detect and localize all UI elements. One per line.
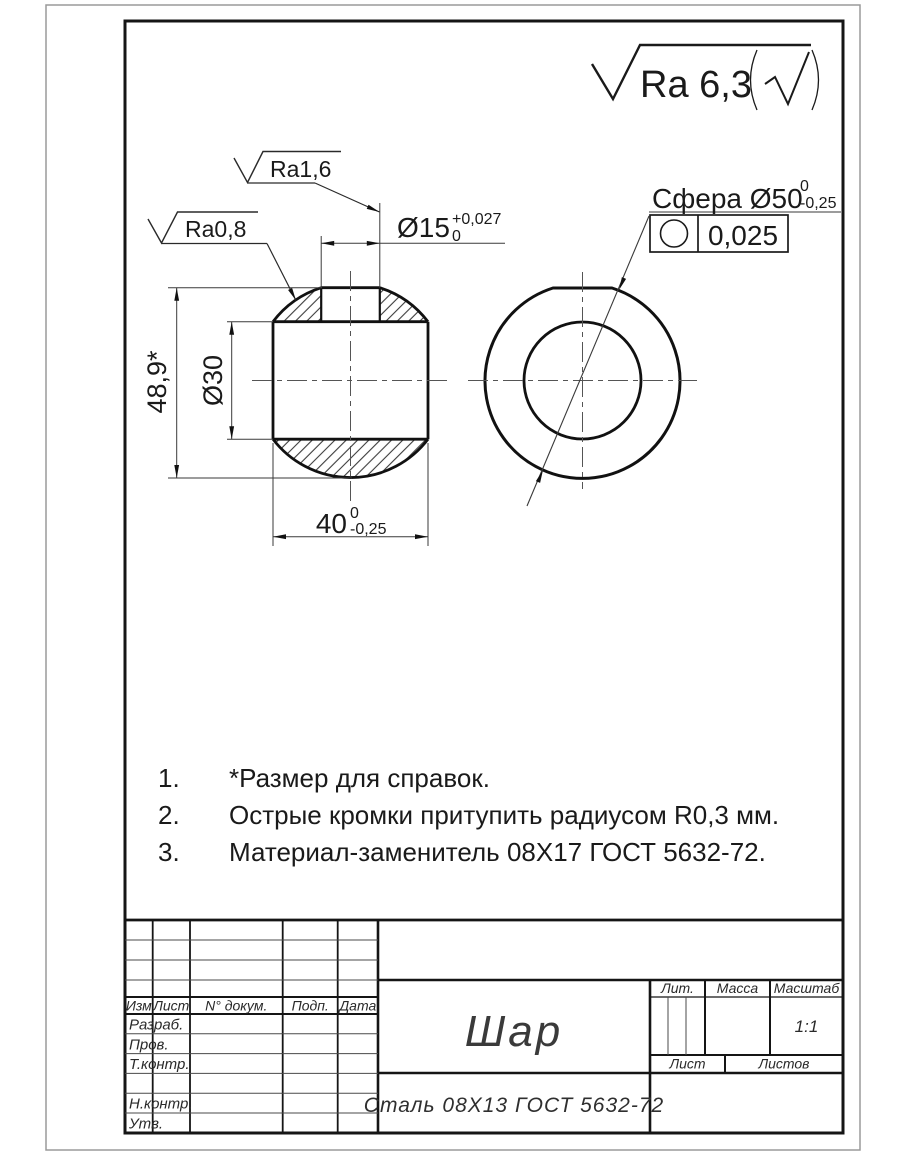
arrow-icon [321,241,334,246]
col-izm: Изм [125,997,152,1014]
arrow-icon [174,288,179,301]
small-check-icon [765,52,809,104]
sphere-dim-upper: 0 [800,178,809,195]
section-hatch-left [273,288,321,322]
row-utv: Утв. [129,1115,164,1133]
dim-d40-text: 40 [315,508,347,539]
arrow-icon [367,241,380,246]
material: Сталь 08Х13 ГОСТ 5632-72 [363,1094,665,1117]
ra16-text: Ra1,6 [270,156,332,182]
general-roughness-value: Ra 6,3 [640,64,752,106]
scale-value: 1:1 [794,1017,819,1036]
leader-line [527,216,649,506]
roundness-value: 0,025 [707,220,779,251]
col-podp: Подп. [291,997,329,1014]
sphere-dim-text: Сфера Ø50 [652,183,803,214]
arrow-icon [229,426,234,439]
cell-list: Лист [669,1055,706,1072]
tolerance-frame [650,215,788,252]
sphere-dim-lower: -0,25 [800,195,837,212]
dim-d30-text: Ø30 [198,354,228,407]
cell-massa: Масса [716,980,759,996]
part-name: Шар [464,1007,564,1056]
cell-lit: Лит. [661,980,694,996]
dim-d15-lower: 0 [452,228,461,245]
arrow-icon [536,470,543,483]
dim-d15-text: Ø15 [397,212,450,243]
cell-listov: Листов [758,1055,810,1072]
row-razrab: Разраб. [129,1016,184,1034]
dim-d15 [321,203,505,287]
arrow-icon [273,534,286,539]
note-1-num: 1. [158,763,180,793]
arrow-icon [229,322,234,335]
general-roughness-mark [592,45,819,110]
roundness-icon [661,220,688,247]
sheet-border [46,5,860,1150]
note-1-text: *Размер для справок. [229,763,490,793]
col-ndoc: N° докум. [205,997,268,1014]
side-view [468,272,697,489]
paren-right-icon [812,50,819,110]
title-block [125,920,843,1133]
col-data: Дата [339,997,377,1014]
front-view [252,271,450,502]
notes [158,763,779,867]
note-2-num: 2. [158,800,180,830]
callout-ra16 [234,152,380,213]
ra08-text: Ra0,8 [185,216,247,242]
side-centerlines [468,272,697,489]
dim-d40-lower: -0,25 [350,521,387,538]
sphere-callout [527,178,841,506]
section-hatch-right [380,288,428,322]
arrow-icon [174,465,179,478]
dim-h489-text: 48,9* [142,350,172,414]
note-2-text: Острые кромки притупить радиусом R0,3 мм. [229,800,780,830]
col-list: Лист [153,997,190,1014]
arrow-icon [288,288,296,301]
page-frame [46,5,860,1150]
arrow-icon [415,534,428,539]
arrow-icon [367,205,380,212]
cell-masshtab: Масштаб [773,980,840,996]
dim-d15-upper: +0,027 [452,211,502,228]
row-tkontr: Т.контр. [129,1056,190,1074]
note-3-num: 3. [158,837,180,867]
dim-d40-upper: 0 [350,505,359,522]
note-3-text: Материал-заменитель 08Х17 ГОСТ 5632-72. [229,837,766,867]
row-nkontr: Н.контр. [129,1095,193,1113]
row-prov: Пров. [129,1036,169,1054]
